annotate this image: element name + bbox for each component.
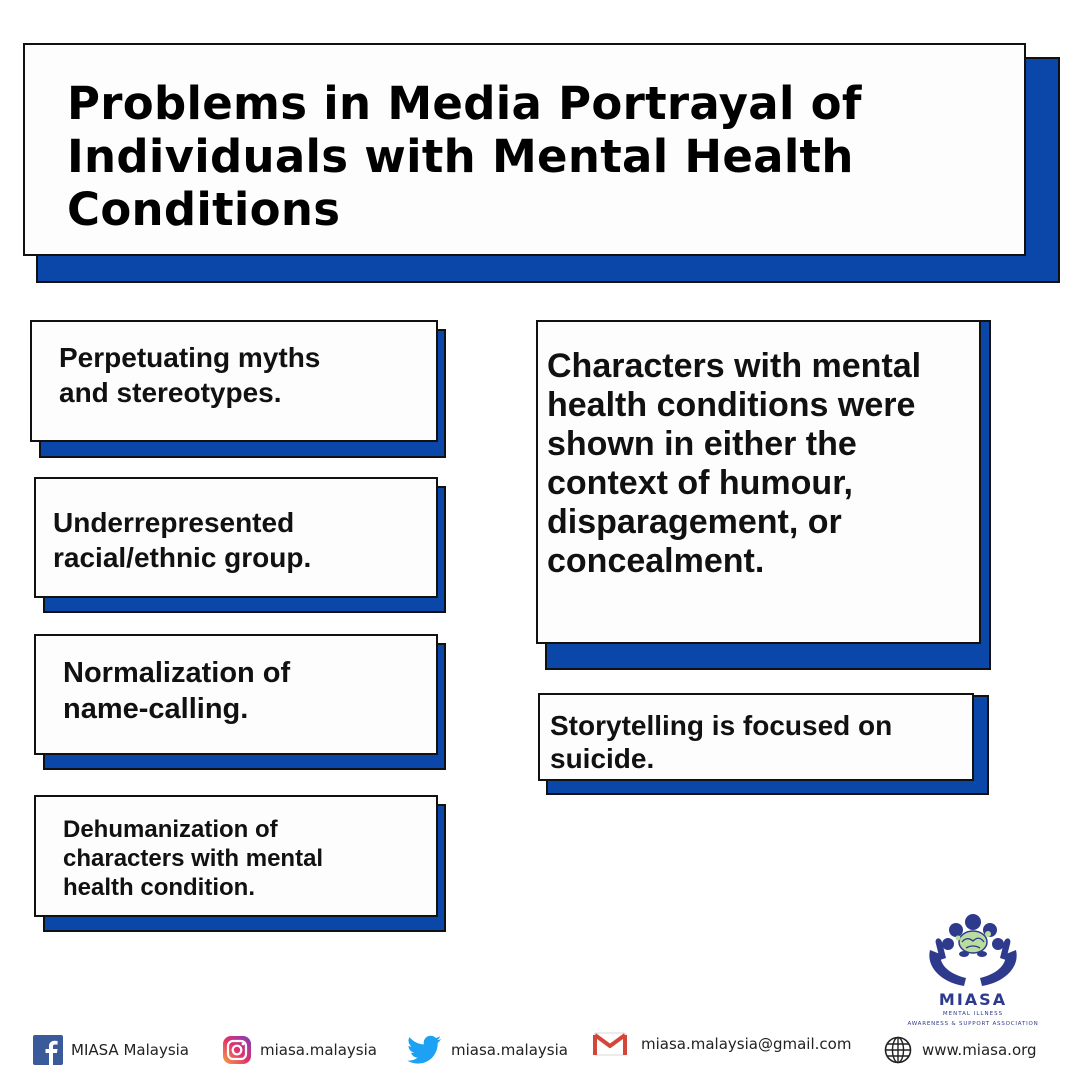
- title-line-2: Individuals with Mental Health: [67, 130, 854, 183]
- title-line-3: Conditions: [67, 183, 341, 236]
- page-title: [67, 77, 862, 236]
- footer-facebook-text: MIASA Malaysia: [71, 1041, 190, 1059]
- logo-subtitle: AWARENESS & SUPPORT ASSOCIATION: [907, 1021, 1039, 1027]
- logo-name: MIASA: [938, 990, 1008, 1009]
- instagram-icon: [222, 1035, 252, 1065]
- footer-email[interactable]: [593, 1024, 851, 1064]
- footer-instagram-text: miasa.malaysia: [260, 1041, 377, 1059]
- card-text: Characters with mental health conditions were shown in either the context of humour, disparagement, or concealment.: [547, 347, 922, 580]
- twitter-icon: [407, 1035, 443, 1065]
- footer-instagram[interactable]: [222, 1030, 377, 1070]
- card-text: Normalization of name-calling.: [63, 657, 291, 725]
- footer-twitter[interactable]: [407, 1030, 568, 1070]
- card-text: Underrepresented racial/ethnic group.: [53, 507, 312, 573]
- card-dehumanization: [34, 795, 438, 917]
- card-humour-context: [536, 320, 981, 644]
- footer-website-text: www.miasa.org: [922, 1041, 1037, 1059]
- footer: [0, 1030, 1080, 1070]
- card-myths: [30, 320, 438, 442]
- footer-facebook[interactable]: [33, 1030, 189, 1070]
- globe-icon: [884, 1036, 912, 1064]
- card-text: Storytelling is focused on suicide.: [550, 710, 893, 774]
- footer-email-text: miasa.malaysia@gmail.com: [641, 1035, 852, 1053]
- card-text: Dehumanization of characters with mental health condition.: [63, 816, 324, 901]
- gmail-icon: [593, 1031, 627, 1057]
- miasa-logo: [900, 908, 1046, 1033]
- card-underrepresented: [34, 477, 438, 598]
- title-card: [23, 43, 1026, 256]
- footer-twitter-text: miasa.malaysia: [451, 1041, 568, 1059]
- miasa-logo-icon: [900, 908, 1046, 990]
- card-text: Perpetuating myths and stereotypes.: [59, 342, 321, 408]
- facebook-icon: [33, 1035, 63, 1065]
- card-name-calling: [34, 634, 438, 755]
- logo-subtitle: MENTAL ILLNESS: [942, 1011, 1004, 1017]
- footer-website[interactable]: [884, 1030, 1037, 1070]
- title-line-1: Problems in Media Portrayal of: [67, 77, 862, 130]
- card-suicide: [538, 693, 974, 781]
